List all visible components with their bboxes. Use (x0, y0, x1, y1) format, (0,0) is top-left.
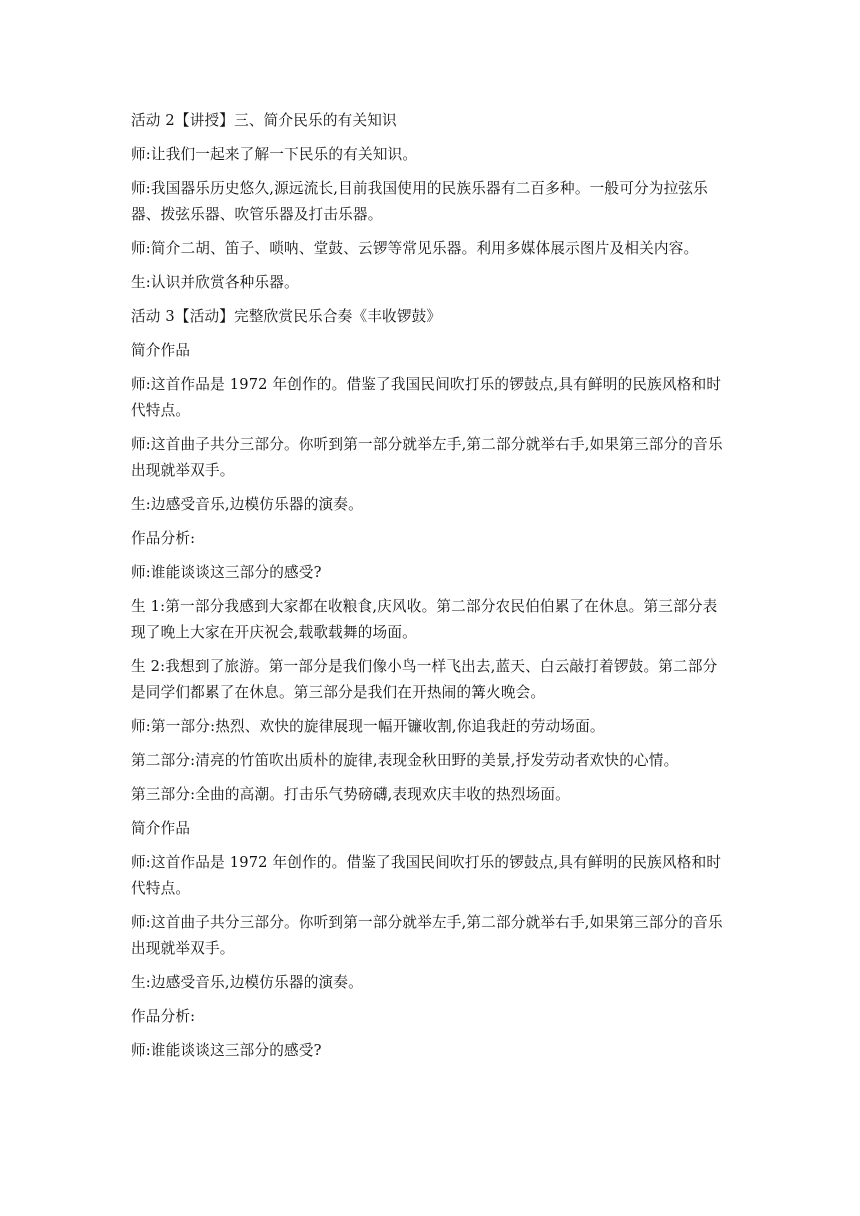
paragraph: 第二部分:清亮的竹笛吹出质朴的旋律,表现金秋田野的美景,抒发劳动者欢快的心情。 (131, 752, 679, 769)
paragraph: 师:这首曲子共分三部分。你听到第一部分就举左手,第二部分就举右手,如果第三部分的音乐出现就举双手。 (131, 436, 723, 479)
paragraph: 生 2:我想到了旅游。第一部分是我们像小鸟一样飞出去,蓝天、白云敲打着锣鼓。第二部分是同学们都累了在休息。第三部分是我们在开热闹的篝火晚会。 (131, 658, 718, 701)
activity-3-heading: 活动 3【活动】完整欣赏民乐合奏《丰收锣鼓》 (131, 308, 442, 325)
paragraph: 第三部分:全曲的高潮。打击乐气势磅礴,表现欢庆丰收的热烈场面。 (131, 786, 570, 803)
paragraph: 生:认识并欣赏各种乐器。 (131, 274, 299, 291)
section-label: 简介作品 (131, 820, 191, 837)
paragraph: 师:让我们一起来了解一下民乐的有关知识。 (131, 146, 418, 163)
paragraph: 生 1:第一部分我感到大家都在收粮食,庆风收。第二部分农民伯伯累了在休息。第三部分表现了晚上大家在开庆祝会,载歌载舞的场面。 (131, 598, 718, 641)
section-label: 简介作品 (131, 342, 191, 359)
paragraph: 师:这首作品是 1972 年创作的。借鉴了我国民间吹打乐的锣鼓点,具有鲜明的民族风格和时代特点。 (131, 376, 722, 419)
paragraph: 师:简介二胡、笛子、唢呐、堂鼓、云锣等常见乐器。利用多媒体展示图片及相关内容。 (131, 240, 699, 257)
section-label: 作品分析: (131, 1008, 196, 1025)
paragraph: 师:谁能谈谈这三部分的感受? (131, 564, 322, 581)
activity-2-heading: 活动 2【讲授】三、简介民乐的有关知识 (131, 112, 397, 129)
paragraph: 师:这首作品是 1972 年创作的。借鉴了我国民间吹打乐的锣鼓点,具有鲜明的民族风格和时代特点。 (131, 854, 722, 897)
paragraph: 生:边感受音乐,边模仿乐器的演奏。 (131, 496, 363, 513)
paragraph: 师:第一部分:热烈、欢快的旋律展现一幅开镰收割,你追我赶的劳动场面。 (131, 718, 605, 735)
document-body (131, 108, 731, 1072)
paragraph: 师:这首曲子共分三部分。你听到第一部分就举左手,第二部分就举右手,如果第三部分的音乐出现就举双手。 (131, 914, 723, 957)
paragraph: 师:我国器乐历史悠久,源远流长,目前我国使用的民族乐器有二百多种。一般可分为拉弦乐器、拨弦乐器、吹管乐器及打击乐器。 (131, 180, 708, 223)
paragraph: 师:谁能谈谈这三部分的感受? (131, 1042, 322, 1059)
paragraph: 生:边感受音乐,边模仿乐器的演奏。 (131, 974, 363, 991)
section-label: 作品分析: (131, 530, 196, 547)
